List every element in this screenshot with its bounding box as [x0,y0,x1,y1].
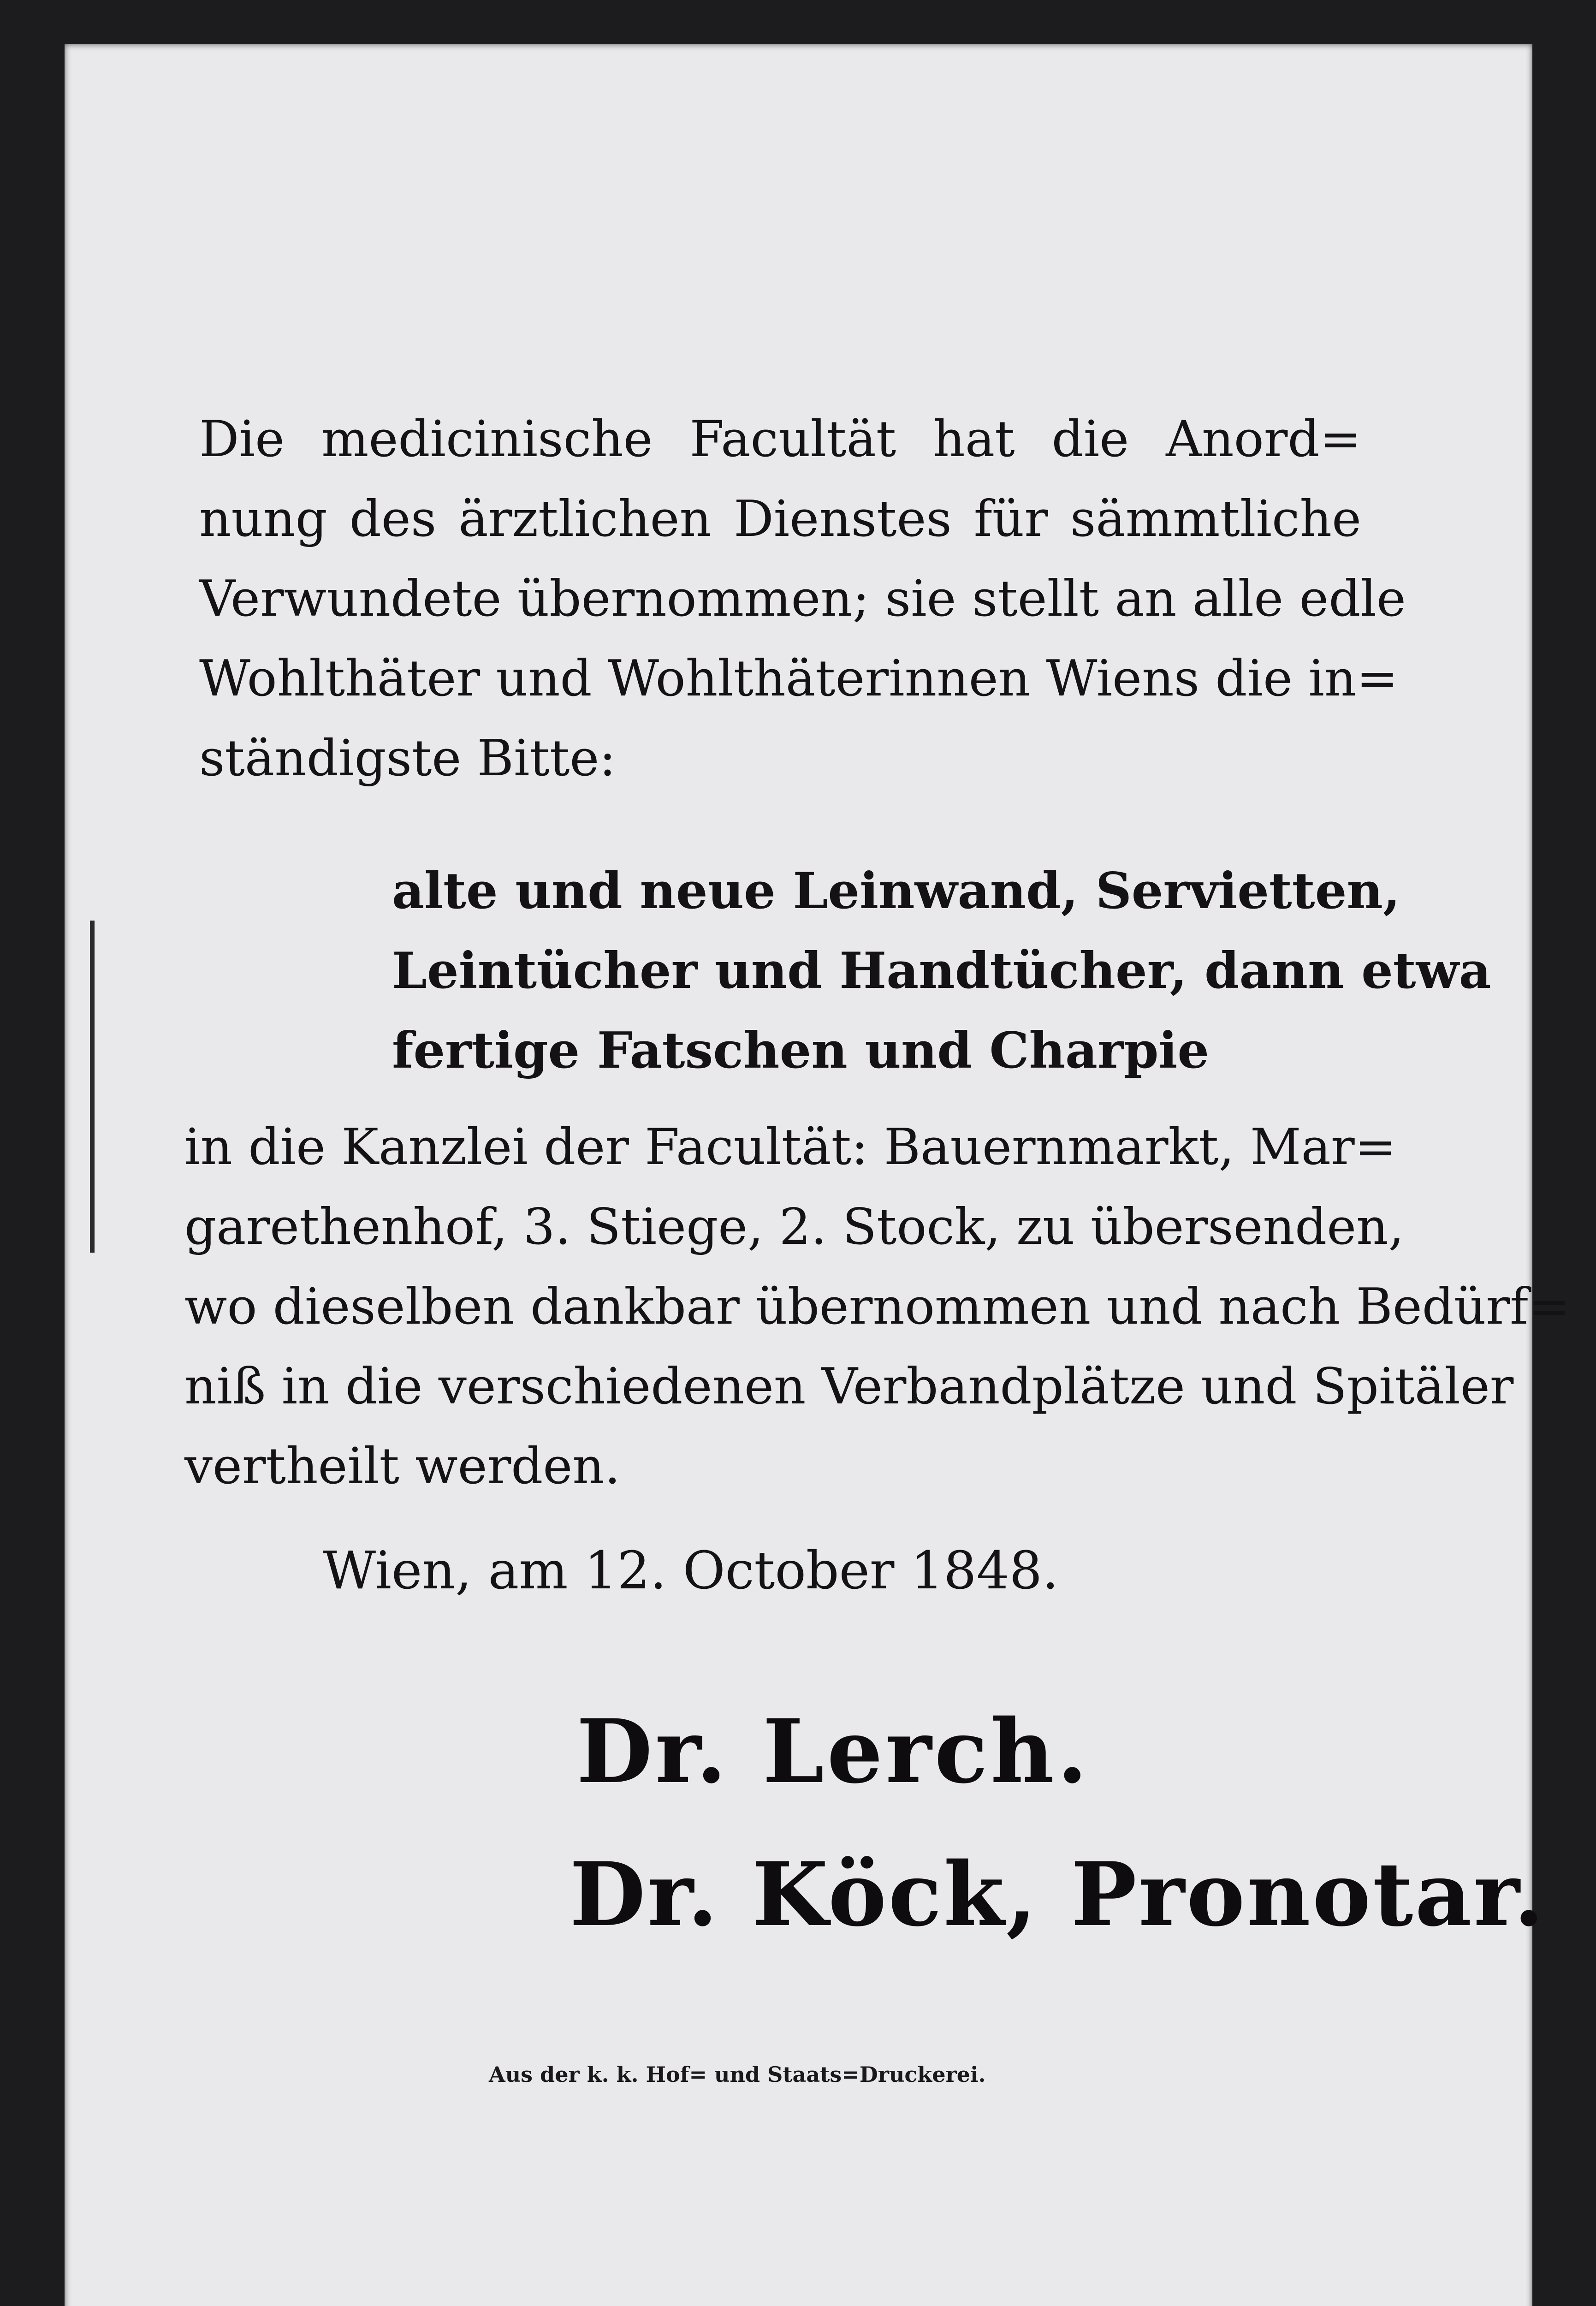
dateline: Wien, am 12. October 1848. [323,1541,1059,1601]
text-line: alte und neue Leinwand, Servietten, [392,862,1400,920]
text-line: Verwundete übernommen; sie stellt an alle edle [199,570,1406,628]
appeal-paragraph [199,399,1406,798]
delivery-instructions-paragraph [184,1107,1570,1506]
text-line: vertheilt werden. [184,1438,621,1495]
requested-items-paragraph [392,851,1491,1091]
text-line: wo dieselben dankbar übernommen und nach Bedürf= [184,1278,1570,1336]
signature-lerch: Dr. Lerch. [576,1700,1091,1803]
text-line: nung des ärztlichen Dienstes für sämmtliche [199,490,1361,548]
poster-sheet [65,44,1570,2306]
text-line: fertige Fatschen und Charpie [392,1022,1210,1080]
signature-koeck: Dr. Köck, Pronotar. [570,1843,1546,1946]
text-line: niß in die verschiedenen Verbandplätze und Spitäler [184,1358,1514,1415]
text-line: Die medicinische Facultät hat die Anord= [199,410,1361,468]
text-line: Leintücher und Handtücher, dann etwa [392,942,1491,1000]
sheet-edge-mark [90,921,95,1253]
text-line: ständigste Bitte: [199,730,616,787]
printer-imprint: Aus der k. k. Hof= und Staats=Druckerei. [489,2062,986,2087]
text-line: Wohlthäter und Wohlthäterinnen Wiens die in= [199,650,1398,707]
text-line: in die Kanzlei der Facultät: Bauernmarkt, Mar= [184,1118,1397,1176]
text-line: garethenhof, 3. Stiege, 2. Stock, zu übersenden, [184,1198,1404,1256]
